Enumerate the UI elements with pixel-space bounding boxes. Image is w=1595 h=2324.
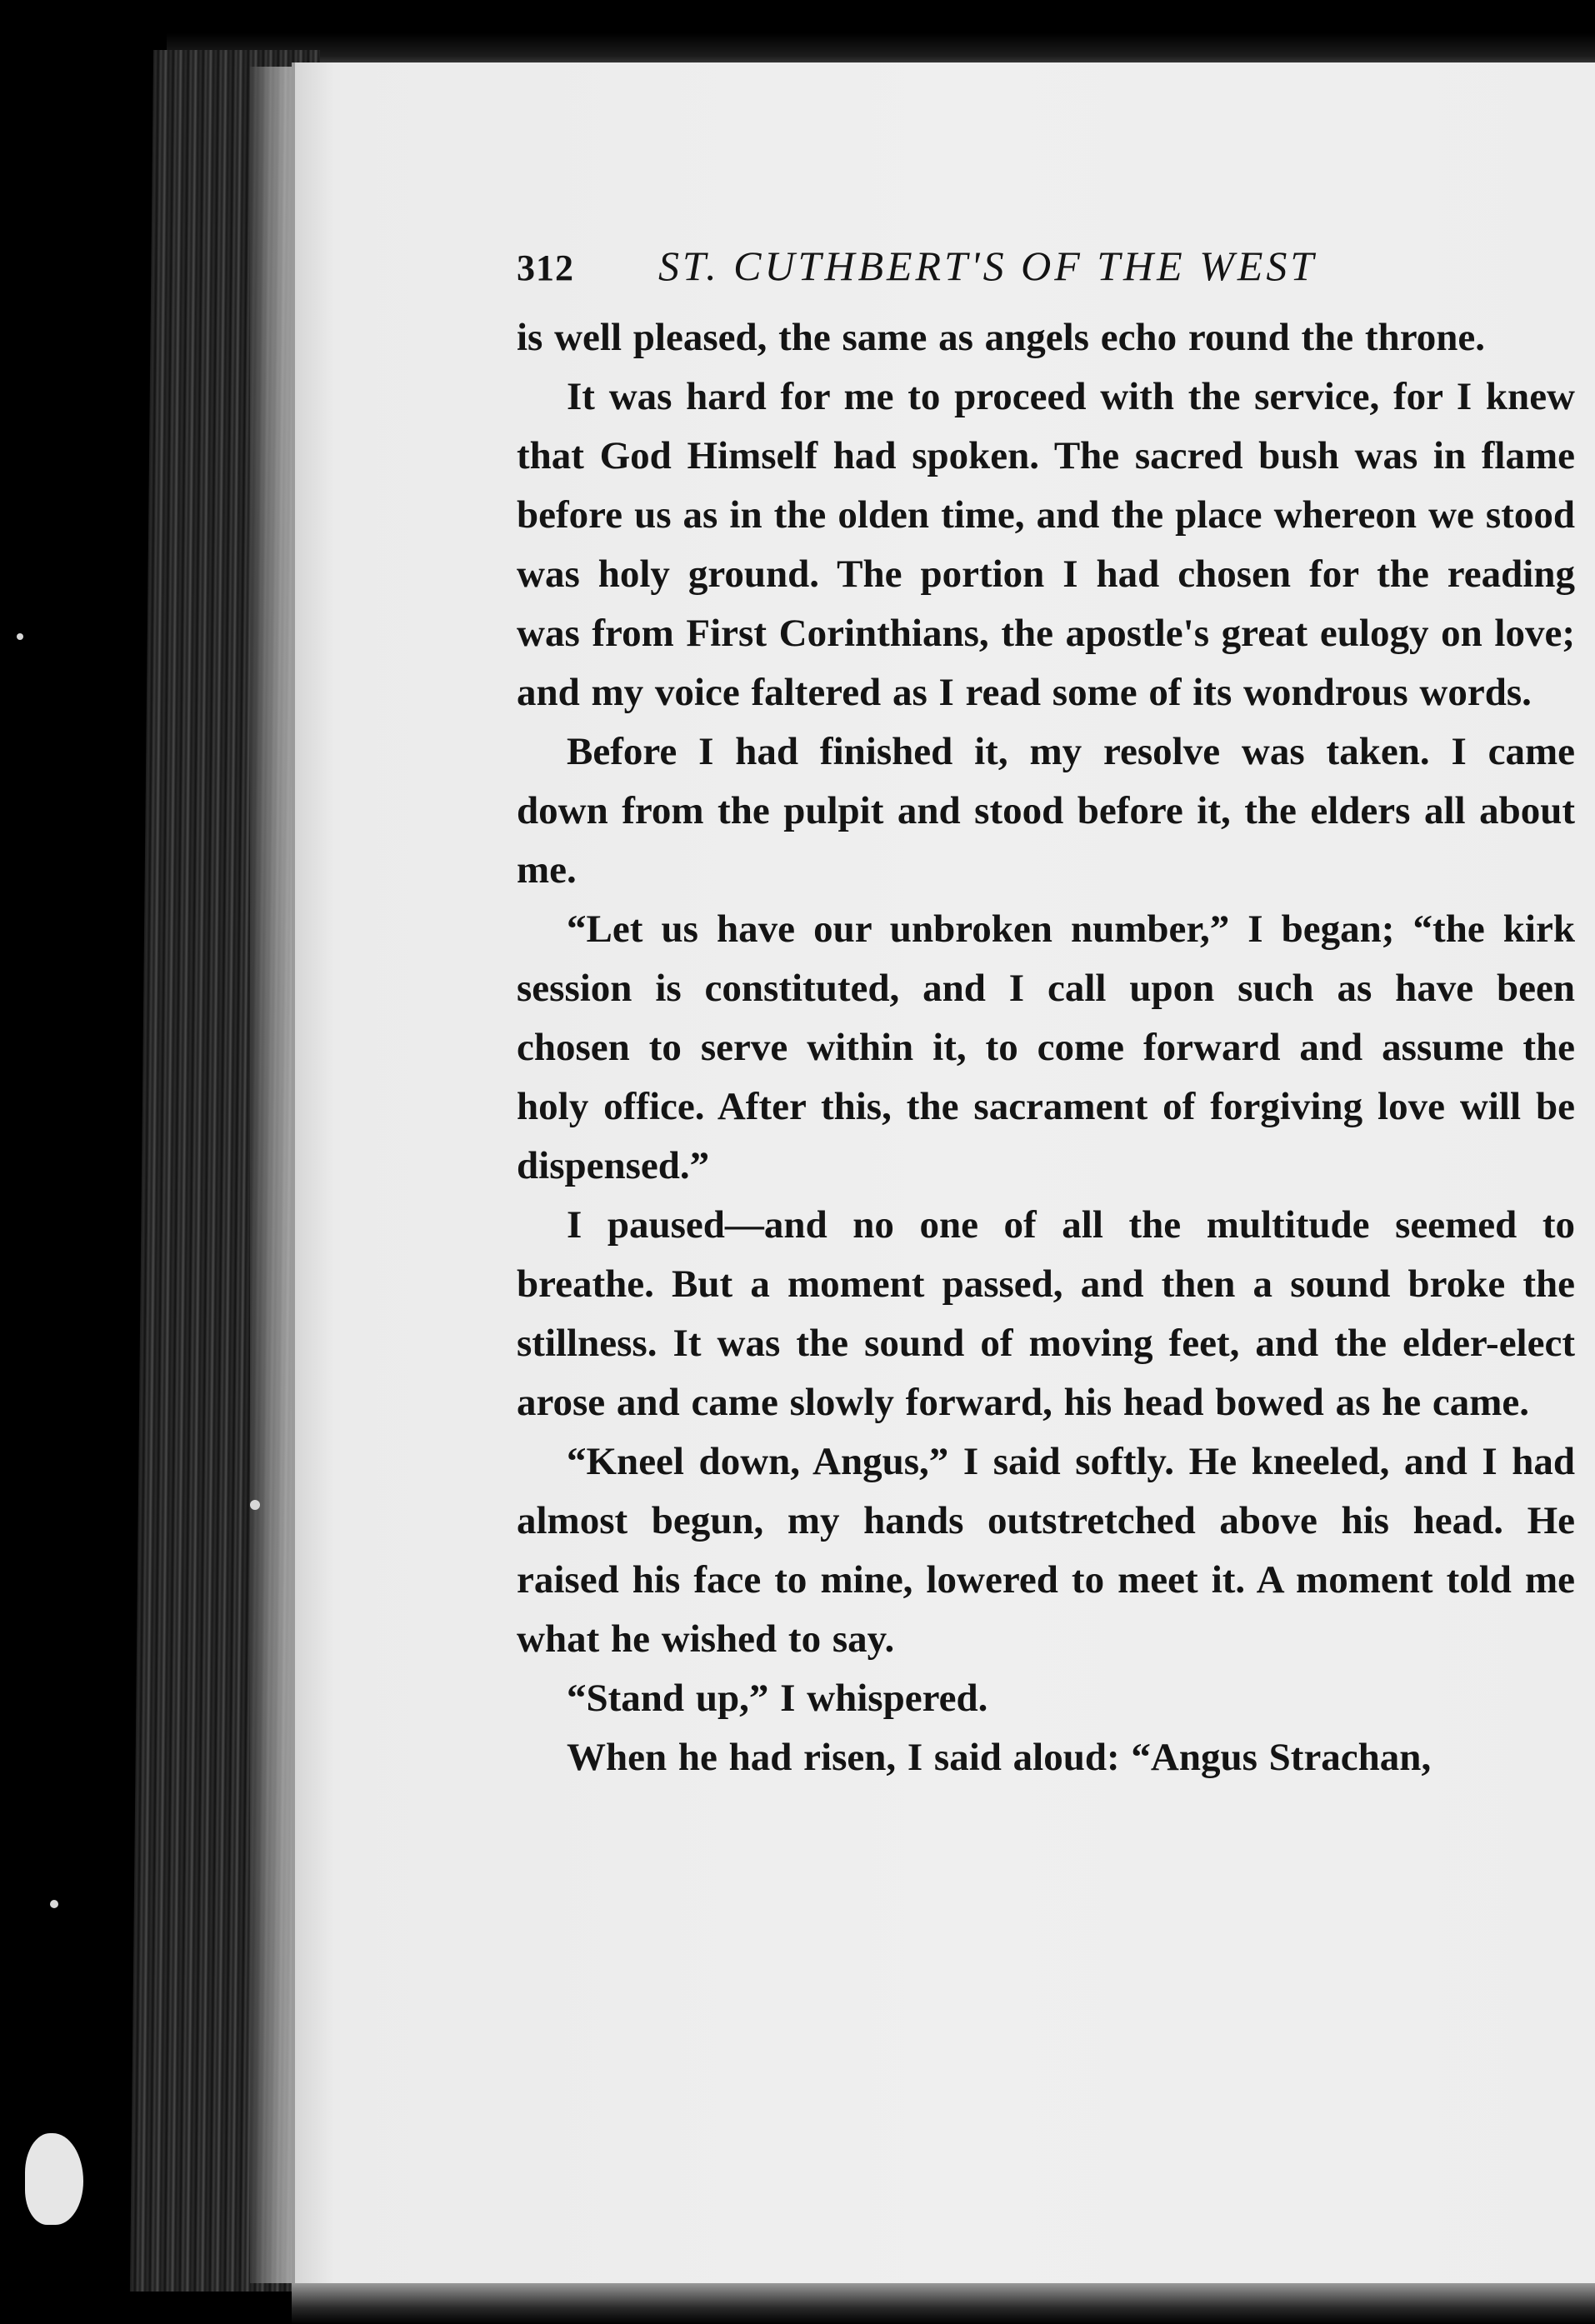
- paragraph: “Let us have our unbroken number,” I began; “the kirk session is constituted, and I call upon such as have been chosen to serve within it, to come forward and assume the holy office. After this, the sacrament of forgiving love will be dispensed.”: [517, 907, 1575, 1187]
- paragraph: I paused—and no one of all the multitude seemed to breathe. But a moment passed, and then a sound broke the stillness. It was the sound of moving feet, and the elder-elect arose and came slowly forward, his head bowed as he came.: [517, 1203, 1575, 1424]
- dust-speck: [250, 1500, 260, 1510]
- paragraph: Before I had finished it, my resolve was taken. I came down from the pulpit and stood before it, the elders all about me.: [517, 730, 1575, 892]
- running-head: [517, 242, 1575, 290]
- dust-speck: [17, 633, 23, 640]
- paragraph: “Stand up,” I whispered.: [567, 1677, 988, 1720]
- light-blemish: [25, 2133, 83, 2225]
- body-text: [517, 308, 1575, 1787]
- page-number: 312: [517, 247, 574, 288]
- running-title: ST. CUTHBERT'S OF THE WEST: [658, 242, 1318, 289]
- paragraph: is well pleased, the same as angels echo round the throne.: [517, 316, 1485, 359]
- paragraph: “Kneel down, Angus,” I said softly. He kneeled, and I had almost begun, my hands outstretched above his head. He raised his face to mine, lowered to meet it. A moment told me what he wished to say.: [517, 1440, 1575, 1661]
- page-bottom-shadow: [292, 2283, 1595, 2324]
- page-content: [517, 242, 1575, 1787]
- paragraph: It was hard for me to proceed with the service, for I knew that God Himself had spoken. The sacred bush was in flame before us as in the olden time, and the place whereon we stood was holy ground. The portion I had chosen for the reading was from First Corinthians, the apostle's great eulogy on love; and my voice faltered as I read some of its wondrous words.: [517, 375, 1575, 714]
- dust-speck: [50, 1900, 58, 1908]
- paragraph: When he had risen, I said aloud: “Angus Strachan,: [567, 1736, 1432, 1779]
